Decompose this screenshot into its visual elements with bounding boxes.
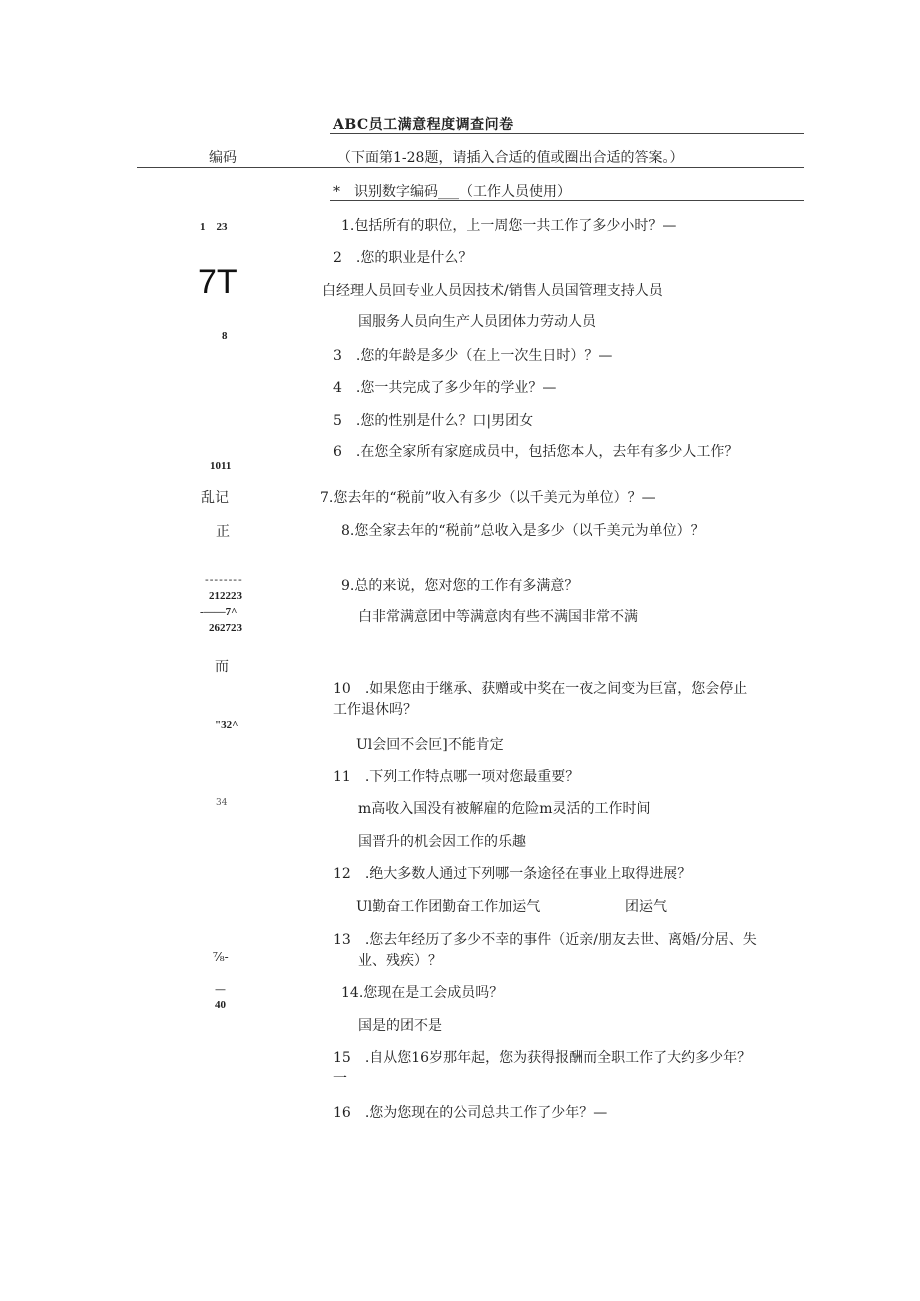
margin-code: "32^ [215, 719, 239, 731]
instruction-text: （下面第1-28题，请插入合适的值或圈出合适的答案。） [337, 150, 684, 166]
question-12-options-a[interactable]: Ul勤奋工作团勤奋工作加运气 [356, 899, 541, 915]
margin-code: 262723 [209, 622, 242, 634]
header-rule [137, 167, 804, 168]
question-12-options-b[interactable]: 团运气 [625, 899, 667, 915]
identifier-field[interactable]: * 识别数字编码___（工作人员使用） [333, 184, 571, 200]
margin-code: -------- [205, 573, 243, 586]
question-2-options-row1[interactable]: 白经理人员回专业人员因技术/销售人员国管理支持人员 [322, 283, 663, 299]
question-2-options-row2[interactable]: 国服务人员向生产人员团体力劳动人员 [358, 314, 596, 330]
margin-code: 乱记 [201, 490, 229, 506]
code-column-label: 编码 [209, 150, 237, 166]
question-14: 14.您现在是工会成员吗？ [341, 985, 504, 1001]
question-11: 11 .下列工作特点哪一项对您最重要？ [333, 769, 580, 785]
margin-code: 8 [222, 330, 228, 342]
margin-code: ⅞- [213, 950, 229, 964]
question-16: 16 .您为您现在的公司总共工作了少年？— [333, 1105, 608, 1121]
margin-code: 1 23 [200, 221, 228, 233]
question-12: 12 .绝大多数人通过下列哪一条途径在事业上取得进展？ [333, 866, 692, 882]
question-9: 9.总的来说，您对您的工作有多满意？ [341, 578, 579, 594]
question-5[interactable]: 5 .您的性别是什么？口|男团女 [333, 413, 534, 429]
margin-code: 212223 [209, 590, 242, 602]
question-9-options[interactable]: 白非常满意团中等满意肉有些不满国非常不满 [358, 609, 638, 625]
question-15-line1: 15 .自从您16岁那年起，您为获得报酬而全职工作了大约多少年？ [333, 1050, 752, 1066]
margin-code: 7T [198, 263, 238, 301]
question-3: 3 .您的年龄是多少（在上一次生日时）？— [333, 348, 613, 364]
margin-code: 正 [216, 524, 230, 540]
question-11-options-row1[interactable]: m高收入国没有被解雇的危险m灵活的工作时间 [358, 801, 651, 817]
question-10-line1: 10 .如果您由于继承、获赠或中奖在一夜之间变为巨富，您会停止 [333, 681, 748, 697]
margin-code: — [215, 983, 226, 996]
page-title: ABC员工满意程度调查问卷 [333, 117, 514, 133]
margin-code: 而 [215, 659, 229, 675]
question-11-options-row2[interactable]: 国晋升的机会因工作的乐趣 [358, 834, 526, 850]
question-10-options[interactable]: Ul会回不会叵]不能肯定 [356, 737, 504, 753]
question-10-line2: 工作退休吗？ [333, 702, 417, 718]
title-rule [330, 133, 804, 134]
question-15-line2: 一 [333, 1071, 347, 1087]
question-8: 8.您全家去年的“税前”总收入是多少（以千美元为单位）？ [341, 523, 705, 539]
margin-code: 40 [215, 999, 226, 1011]
question-1: 1.包括所有的职位，上一周您一共工作了多少小时？— [341, 218, 677, 234]
identifier-rule [330, 200, 804, 201]
margin-code: 34 [216, 798, 228, 808]
question-14-options[interactable]: 国是的团不是 [358, 1018, 442, 1034]
question-7: 7.您去年的“税前”收入有多少（以千美元为单位）？— [320, 490, 656, 506]
margin-code: -——7^ [200, 606, 238, 618]
question-13-line1: 13 .您去年经历了多少不幸的事件（近亲/朋友去世、离婚/分居、失 [333, 932, 757, 948]
question-6: 6 .在您全家所有家庭成员中，包括您本人，去年有多少人工作？ [333, 444, 739, 460]
question-13-line2: 业、残疾）？ [358, 953, 442, 969]
margin-code: 1011 [210, 460, 232, 472]
question-4: 4 .您一共完成了多少年的学业？— [333, 380, 557, 396]
question-2: 2 .您的职业是什么？ [333, 250, 473, 266]
